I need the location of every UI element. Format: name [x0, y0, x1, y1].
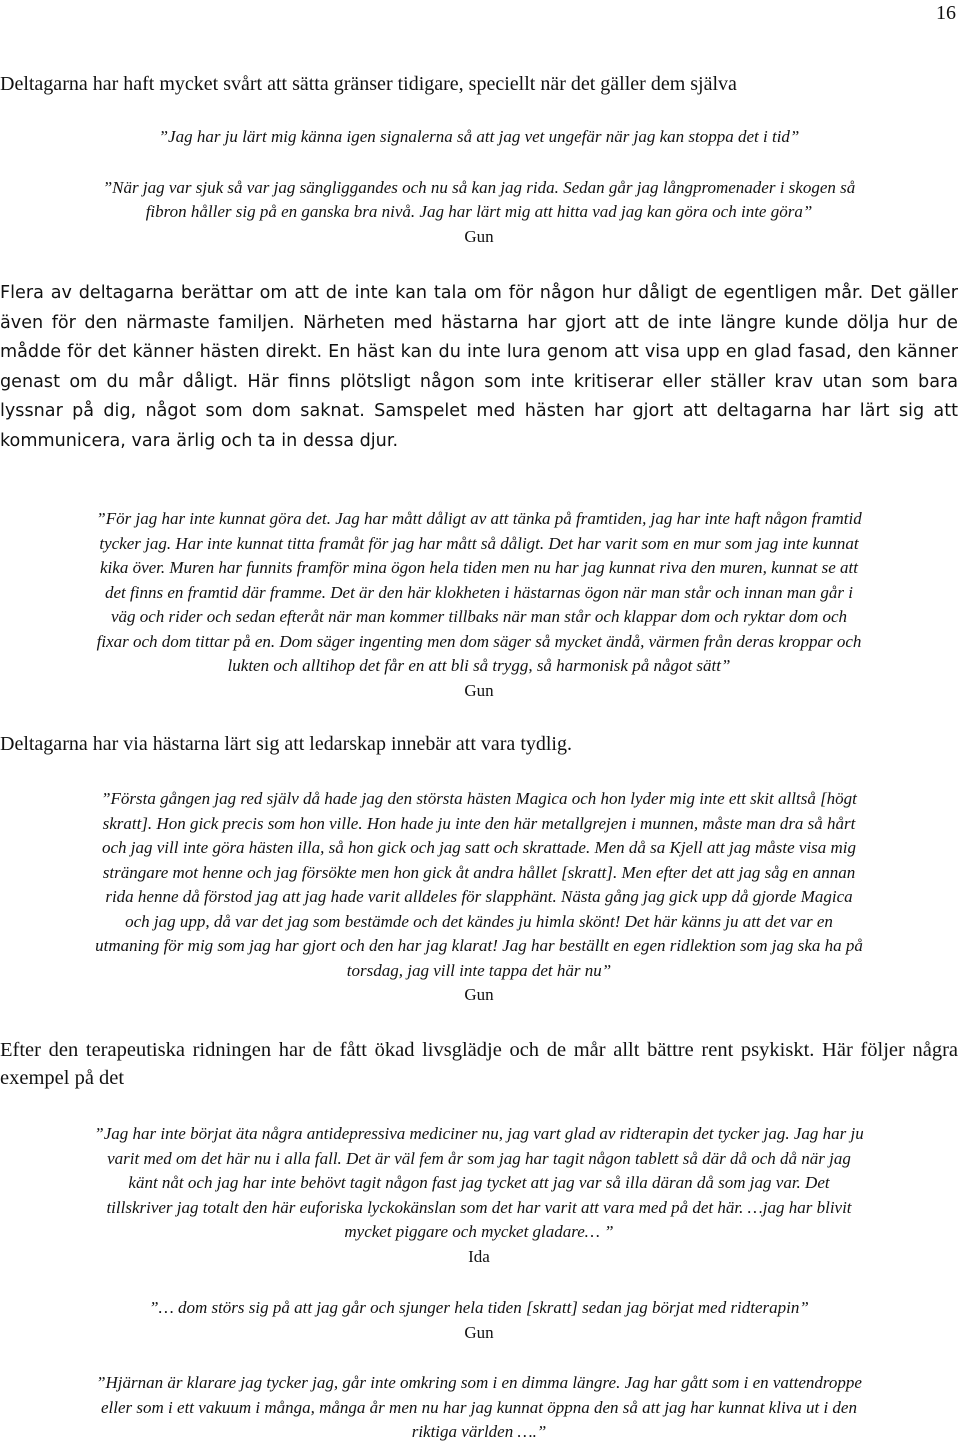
quote-line: det finns en framtid där framme. Det är den här klokheten i hästarnas ögon när man står och innan man går i: [105, 582, 853, 602]
quote-line: ”För jag har inte kunnat göra det. Jag har mått dåligt av att tänka på framtiden, jag har inte haft någon framtid: [96, 509, 862, 528]
quote-line: väg och rider och sedan efteråt när man kommer tillbaks när man står och klappar dom och ryktar dom och: [110, 607, 848, 626]
quote-line: ”Jag har inte börjat äta några antidepressiva mediciner nu, jag vart glad av ridterapin det tycker jag. Jag har ju: [94, 1124, 864, 1143]
quote-line: torsdag, jag vill inte tappa det här nu”: [346, 960, 612, 980]
quote-line: riktiga världen ….”: [411, 1422, 547, 1441]
paragraph-1: Flera av deltagarna berättar om att de inte kan tala om för någon hur dåligt de egentligen mår. Det gäller även för den närmaste familjen. Närheten med hästarna har gjort att de inte längre kunde dölja hur de mådde för det känner hästen direkt. En häst kan du inte lura genom att visa upp en glad fasad, den känner genast om du mår dåligt. Här finns plötsligt någon som inte kritiserar eller ställer krav utan som bara lyssnar på dig, något som dom saknat. Samspelet med hästen har gjort att deltagarna har lärt sig att kommunicera, vara ärlig och ta in dessa djur.: [0, 283, 958, 451]
quote-line: ”Jag har ju lärt mig känna igen signalerna så att jag vet ungefär när jag kan stoppa det i tid”: [158, 127, 800, 146]
quote-5: [0, 1296, 958, 1345]
quote-line: och jag upp, då var det jag som bestämde och det kändes ju himla skönt! Det här känns ju att det var en: [125, 911, 833, 931]
intro-heading: Deltagarna har haft mycket svårt att sätta gränser tidigare, speciellt när det gäller dem själva: [0, 73, 737, 95]
quote-line: eller som i ett vakuum i många, många år men nu har jag kunnat öppna den så att jag har kunnat kliva ut i den: [101, 1397, 857, 1417]
quote-line: ”Första gången jag red själv då hade jag den största hästen Magica och hon lyder mig inte ett skit alltså [högt: [101, 789, 857, 808]
quote-line: strängare mot henne och jag försökte men hon gick åt andra hållet [skratt]. Men efter det att jag såg en annan: [102, 862, 856, 882]
quote-line: rida henne då förstod jag att jag hade varit alldeles för slapphänt. Nästa gång jag gick upp då gjorde Magica: [105, 887, 853, 906]
quote-line: mycket piggare och mycket gladare… ”: [344, 1222, 614, 1241]
quote-line: skratt]. Hon gick precis som hon ville. Hon hade ju inte den här metallgrejen i munnen, måste man dra så hårt: [102, 813, 856, 833]
quote-2: [0, 507, 958, 703]
paragraph-3: Efter den terapeutiska ridningen har de fått ökad livsglädje och de mår allt bättre rent psykiskt. Här följer några exempel på det: [0, 1039, 958, 1089]
paragraph-2: Deltagarna har via hästarna lärt sig att ledarskap innebär att vara tydlig.: [0, 733, 572, 755]
quote-author: Gun: [464, 680, 494, 700]
quote-line: fibron håller sig på en ganska bra nivå. Jag har lärt mig att hitta vad jag kan göra och inte göra”: [145, 202, 813, 221]
quote-line: kika över. Muren har funnits framför mina ögon hela tiden men nu har jag kunnat riva den muren, kunnat se att: [100, 558, 858, 577]
quote-line: tycker jag. Har inte kunnat titta framåt för jag har mått så dåligt. Det har varit som en mur som jag inte kunnat: [99, 533, 859, 553]
quote-line: varit med om det här nu i alla fall. Det är väl fem år som jag har tagit någon tablett så där då och då när jag: [107, 1148, 851, 1168]
quote-line: utmaning för mig som jag har gjort och den har jag klarat! Jag har beställt en egen ridlektion som jag ska ha på: [95, 936, 863, 955]
quote-author: Gun: [464, 985, 494, 1004]
quote-line: ”Hjärnan är klarare jag tycker jag, går inte omkring som i en dimma längre. Jag har gått som i en vattendroppe: [96, 1373, 862, 1392]
quote-1: [0, 125, 958, 249]
quote-line: känt nåt och jag har inte behövt tagit någon fast jag tycket att jag var så illa däran då som jag var. Det: [128, 1173, 830, 1192]
quote-line: tillskriver jag totalt den här euforiska lyckokänslan som det har varit att vara med på det här. …jag har blivit: [106, 1197, 852, 1217]
quote-line: lukten och alltihop det får en att bli så trygg, så harmonisk på något sätt”: [227, 656, 731, 675]
quote-line: ”… dom störs sig på att jag går och sjunger hela tiden [skratt] sedan jag börjat med ridterapin”: [149, 1298, 809, 1317]
quote-4: [0, 1122, 958, 1269]
quote-line: och jag vill inte göra hästen illa, så hon gick och jag satt och skrattade. Men då sa Kjell att jag måste visa mig: [101, 838, 857, 857]
page-number: 16: [936, 2, 956, 24]
quote-3: [0, 787, 958, 1007]
quote-author: Ida: [468, 1246, 490, 1266]
quote-line: fixar och dom tittar på en. Dom säger ingenting men dom säger så mycket ändå, värmen från deras kroppar och: [96, 631, 862, 651]
quote-line: ”När jag var sjuk så var jag sängliggandes och nu så kan jag rida. Sedan går jag långpromenader i skogen så: [102, 177, 856, 197]
quote-author: Gun: [464, 226, 494, 246]
quote-author: Gun: [464, 1322, 494, 1342]
quote-6: [0, 1371, 958, 1445]
